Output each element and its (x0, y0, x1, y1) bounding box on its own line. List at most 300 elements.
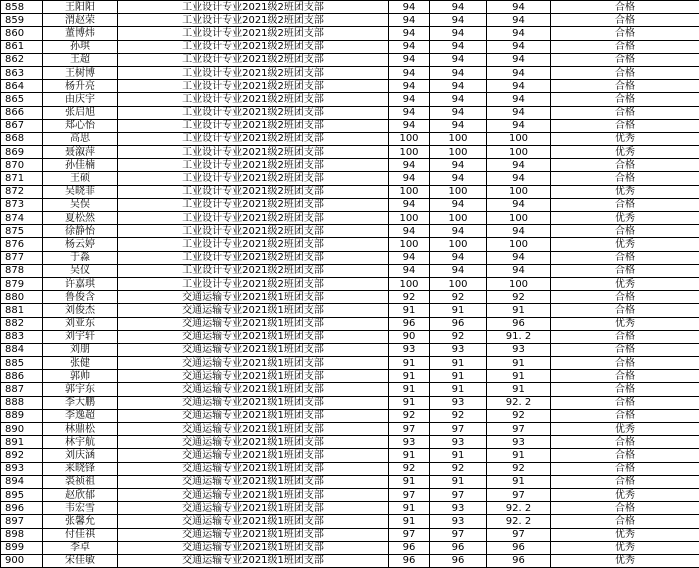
score-2: 92 (430, 462, 487, 475)
table-row (1, 159, 699, 172)
result: 合格 (551, 159, 699, 172)
branch-name: 工业设计专业2021级2班团支部 (118, 40, 389, 53)
row-number: 863 (1, 66, 43, 79)
score-total: 94 (487, 264, 551, 277)
score-total: 92. 2 (487, 396, 551, 409)
score-total: 91 (487, 475, 551, 488)
score-total: 100 (487, 238, 551, 251)
member-name: 孙琪 (43, 40, 118, 53)
row-number: 881 (1, 304, 43, 317)
result: 合格 (551, 291, 699, 304)
score-total: 94 (487, 159, 551, 172)
result: 优秀 (551, 146, 699, 159)
branch-name: 工业设计专业2021级2班团支部 (118, 225, 389, 238)
table-row (1, 27, 699, 40)
branch-name: 交通运输专业2021级1班团支部 (118, 462, 389, 475)
member-name: 王硕 (43, 172, 118, 185)
score-2: 93 (430, 502, 487, 515)
row-number: 868 (1, 132, 43, 145)
row-number: 889 (1, 409, 43, 422)
table-row (1, 93, 699, 106)
score-total: 93 (487, 343, 551, 356)
branch-name: 交通运输专业2021级1班团支部 (118, 528, 389, 541)
result: 合格 (551, 502, 699, 515)
row-number: 866 (1, 106, 43, 119)
row-number: 899 (1, 541, 43, 554)
result: 合格 (551, 119, 699, 132)
branch-name: 工业设计专业2021级2班团支部 (118, 1, 389, 14)
table-row (1, 264, 699, 277)
score-2: 94 (430, 93, 487, 106)
row-number: 877 (1, 251, 43, 264)
row-number: 860 (1, 27, 43, 40)
score-1: 94 (389, 119, 430, 132)
result: 优秀 (551, 541, 699, 554)
score-total: 97 (487, 488, 551, 501)
score-total: 91 (487, 370, 551, 383)
member-name: 郭帅 (43, 370, 118, 383)
row-number: 888 (1, 396, 43, 409)
score-1: 100 (389, 132, 430, 145)
table-row (1, 80, 699, 93)
member-name: 宋佳敏 (43, 554, 118, 567)
table-row (1, 251, 699, 264)
table-row (1, 291, 699, 304)
result: 优秀 (551, 212, 699, 225)
row-number: 890 (1, 423, 43, 436)
branch-name: 交通运输专业2021级1班团支部 (118, 436, 389, 449)
result: 合格 (551, 14, 699, 27)
result: 合格 (551, 515, 699, 528)
table-row (1, 40, 699, 53)
score-2: 94 (430, 1, 487, 14)
member-name: 刘宇轩 (43, 330, 118, 343)
score-2: 97 (430, 488, 487, 501)
table-row (1, 423, 699, 436)
member-name: 李逸超 (43, 409, 118, 422)
result: 优秀 (551, 238, 699, 251)
branch-name: 工业设计专业2021级2班团支部 (118, 277, 389, 290)
score-2: 91 (430, 383, 487, 396)
score-2: 91 (430, 449, 487, 462)
score-2: 91 (430, 370, 487, 383)
member-name: 高思 (43, 132, 118, 145)
row-number: 894 (1, 475, 43, 488)
row-number: 897 (1, 515, 43, 528)
table-row (1, 1, 699, 14)
score-1: 94 (389, 80, 430, 93)
score-total: 94 (487, 198, 551, 211)
result: 优秀 (551, 277, 699, 290)
member-name: 张馨允 (43, 515, 118, 528)
score-2: 92 (430, 409, 487, 422)
score-1: 94 (389, 225, 430, 238)
table-row (1, 515, 699, 528)
row-number: 862 (1, 53, 43, 66)
row-number: 872 (1, 185, 43, 198)
score-total: 91. 2 (487, 330, 551, 343)
branch-name: 工业设计专业2021级2班团支部 (118, 132, 389, 145)
score-total: 91 (487, 383, 551, 396)
table-row (1, 225, 699, 238)
member-name: 刘朋 (43, 343, 118, 356)
score-2: 92 (430, 291, 487, 304)
score-1: 94 (389, 53, 430, 66)
result: 合格 (551, 225, 699, 238)
table-row (1, 396, 699, 409)
score-1: 100 (389, 185, 430, 198)
score-2: 91 (430, 475, 487, 488)
result: 合格 (551, 1, 699, 14)
member-name: 于淼 (43, 251, 118, 264)
row-number: 898 (1, 528, 43, 541)
table-row (1, 212, 699, 225)
member-name: 徐静怡 (43, 225, 118, 238)
member-name: 聂溆萍 (43, 146, 118, 159)
result: 合格 (551, 53, 699, 66)
score-total: 94 (487, 66, 551, 79)
score-2: 100 (430, 212, 487, 225)
score-2: 94 (430, 251, 487, 264)
member-name: 吴仪 (43, 264, 118, 277)
score-1: 94 (389, 1, 430, 14)
table-row (1, 304, 699, 317)
score-total: 94 (487, 1, 551, 14)
branch-name: 工业设计专业2021级2班团支部 (118, 66, 389, 79)
member-name: 付佳祺 (43, 528, 118, 541)
score-total: 93 (487, 436, 551, 449)
row-number: 873 (1, 198, 43, 211)
row-number: 891 (1, 436, 43, 449)
row-number: 885 (1, 357, 43, 370)
score-total: 92. 2 (487, 515, 551, 528)
result: 合格 (551, 172, 699, 185)
score-total: 100 (487, 146, 551, 159)
result: 优秀 (551, 317, 699, 330)
member-name: 夏松然 (43, 212, 118, 225)
branch-name: 交通运输专业2021级1班团支部 (118, 343, 389, 356)
branch-name: 交通运输专业2021级1班团支部 (118, 449, 389, 462)
score-total: 96 (487, 541, 551, 554)
result: 合格 (551, 370, 699, 383)
score-1: 96 (389, 317, 430, 330)
table-row (1, 409, 699, 422)
score-1: 100 (389, 277, 430, 290)
table-row (1, 185, 699, 198)
branch-name: 工业设计专业2021级2班团支部 (118, 93, 389, 106)
score-2: 94 (430, 53, 487, 66)
branch-name: 工业设计专业2021级2班团支部 (118, 146, 389, 159)
score-2: 94 (430, 66, 487, 79)
row-number: 861 (1, 40, 43, 53)
score-2: 100 (430, 132, 487, 145)
score-1: 100 (389, 212, 430, 225)
row-number: 876 (1, 238, 43, 251)
score-total: 100 (487, 185, 551, 198)
score-total: 91 (487, 304, 551, 317)
member-name: 韦宏雪 (43, 502, 118, 515)
row-number: 875 (1, 225, 43, 238)
table-row (1, 383, 699, 396)
score-total: 94 (487, 251, 551, 264)
score-2: 91 (430, 304, 487, 317)
score-1: 91 (389, 383, 430, 396)
result: 合格 (551, 475, 699, 488)
branch-name: 交通运输专业2021级1班团支部 (118, 423, 389, 436)
score-total: 100 (487, 132, 551, 145)
table-row (1, 436, 699, 449)
table-row (1, 198, 699, 211)
score-1: 93 (389, 436, 430, 449)
row-number: 882 (1, 317, 43, 330)
member-name: 王超 (43, 53, 118, 66)
result: 合格 (551, 396, 699, 409)
member-name: 李卓 (43, 541, 118, 554)
score-2: 92 (430, 330, 487, 343)
score-2: 94 (430, 172, 487, 185)
row-number: 886 (1, 370, 43, 383)
result: 优秀 (551, 185, 699, 198)
score-total: 94 (487, 14, 551, 27)
branch-name: 交通运输专业2021级1班团支部 (118, 370, 389, 383)
member-name: 郭宇东 (43, 383, 118, 396)
result: 合格 (551, 27, 699, 40)
branch-name: 工业设计专业2021级2班团支部 (118, 80, 389, 93)
score-1: 100 (389, 146, 430, 159)
score-2: 97 (430, 423, 487, 436)
row-number: 895 (1, 488, 43, 501)
score-2: 96 (430, 541, 487, 554)
score-2: 93 (430, 515, 487, 528)
member-name: 张健 (43, 357, 118, 370)
row-number: 900 (1, 554, 43, 567)
row-number: 859 (1, 14, 43, 27)
result: 合格 (551, 436, 699, 449)
member-name: 张启旭 (43, 106, 118, 119)
score-1: 94 (389, 106, 430, 119)
score-1: 91 (389, 515, 430, 528)
score-total: 94 (487, 93, 551, 106)
score-2: 100 (430, 146, 487, 159)
member-name: 林鼎松 (43, 423, 118, 436)
score-1: 91 (389, 357, 430, 370)
member-name: 杨云婷 (43, 238, 118, 251)
score-2: 94 (430, 119, 487, 132)
score-2: 94 (430, 40, 487, 53)
table-row (1, 53, 699, 66)
branch-name: 工业设计专业2021级2班团支部 (118, 159, 389, 172)
table-row (1, 317, 699, 330)
score-total: 96 (487, 317, 551, 330)
score-1: 91 (389, 502, 430, 515)
member-name: 刘俊杰 (43, 304, 118, 317)
score-1: 93 (389, 343, 430, 356)
branch-name: 交通运输专业2021级1班团支部 (118, 304, 389, 317)
score-1: 91 (389, 475, 430, 488)
branch-name: 交通运输专业2021级1班团支部 (118, 317, 389, 330)
score-2: 94 (430, 80, 487, 93)
table-row (1, 528, 699, 541)
score-1: 91 (389, 396, 430, 409)
branch-name: 工业设计专业2021级2班团支部 (118, 53, 389, 66)
score-2: 91 (430, 357, 487, 370)
score-total: 94 (487, 225, 551, 238)
score-2: 94 (430, 225, 487, 238)
branch-name: 交通运输专业2021级1班团支部 (118, 357, 389, 370)
table-row (1, 554, 699, 567)
branch-name: 交通运输专业2021级1班团支部 (118, 291, 389, 304)
table-row (1, 132, 699, 145)
score-1: 97 (389, 488, 430, 501)
score-total: 97 (487, 423, 551, 436)
score-1: 94 (389, 198, 430, 211)
score-total: 94 (487, 27, 551, 40)
member-name: 林宇航 (43, 436, 118, 449)
branch-name: 工业设计专业2021级2班团支部 (118, 14, 389, 27)
member-name: 由庆宇 (43, 93, 118, 106)
result: 合格 (551, 462, 699, 475)
score-2: 96 (430, 317, 487, 330)
score-total: 92. 2 (487, 502, 551, 515)
score-2: 94 (430, 14, 487, 27)
branch-name: 工业设计专业2021级2班团支部 (118, 185, 389, 198)
row-number: 879 (1, 277, 43, 290)
row-number: 880 (1, 291, 43, 304)
score-total: 94 (487, 40, 551, 53)
result: 合格 (551, 106, 699, 119)
branch-name: 交通运输专业2021级1班团支部 (118, 383, 389, 396)
score-1: 97 (389, 423, 430, 436)
branch-name: 工业设计专业2021级2班团支部 (118, 212, 389, 225)
row-number: 874 (1, 212, 43, 225)
table-body (1, 1, 699, 568)
result: 优秀 (551, 488, 699, 501)
score-total: 97 (487, 528, 551, 541)
score-1: 94 (389, 66, 430, 79)
score-1: 91 (389, 449, 430, 462)
branch-name: 工业设计专业2021级2班团支部 (118, 198, 389, 211)
score-total: 91 (487, 357, 551, 370)
member-name: 裘祯祖 (43, 475, 118, 488)
score-2: 94 (430, 159, 487, 172)
result: 合格 (551, 198, 699, 211)
score-2: 93 (430, 396, 487, 409)
score-total: 94 (487, 80, 551, 93)
member-name: 许嘉琪 (43, 277, 118, 290)
row-number: 893 (1, 462, 43, 475)
member-name: 赵欣郁 (43, 488, 118, 501)
member-name: 王阳阳 (43, 1, 118, 14)
score-1: 96 (389, 541, 430, 554)
score-2: 93 (430, 343, 487, 356)
result: 优秀 (551, 132, 699, 145)
branch-name: 工业设计专业2021级2班团支部 (118, 106, 389, 119)
row-number: 869 (1, 146, 43, 159)
score-1: 94 (389, 159, 430, 172)
score-2: 94 (430, 198, 487, 211)
score-1: 92 (389, 462, 430, 475)
result: 合格 (551, 304, 699, 317)
score-total: 94 (487, 106, 551, 119)
result: 合格 (551, 383, 699, 396)
score-2: 94 (430, 106, 487, 119)
row-number: 878 (1, 264, 43, 277)
score-total: 94 (487, 119, 551, 132)
result: 优秀 (551, 423, 699, 436)
member-name: 孙佳楠 (43, 159, 118, 172)
score-1: 91 (389, 370, 430, 383)
member-name: 李大鹏 (43, 396, 118, 409)
score-2: 94 (430, 264, 487, 277)
score-1: 100 (389, 238, 430, 251)
score-2: 94 (430, 27, 487, 40)
result: 合格 (551, 409, 699, 422)
score-1: 94 (389, 93, 430, 106)
result: 合格 (551, 40, 699, 53)
member-name: 刘庆涵 (43, 449, 118, 462)
branch-name: 交通运输专业2021级1班团支部 (118, 541, 389, 554)
score-2: 100 (430, 277, 487, 290)
row-number: 892 (1, 449, 43, 462)
score-1: 94 (389, 251, 430, 264)
row-number: 867 (1, 119, 43, 132)
score-total: 96 (487, 554, 551, 567)
score-1: 94 (389, 40, 430, 53)
branch-name: 交通运输专业2021级1班团支部 (118, 330, 389, 343)
score-total: 91 (487, 449, 551, 462)
row-number: 864 (1, 80, 43, 93)
branch-name: 交通运输专业2021级1班团支部 (118, 515, 389, 528)
table-row (1, 370, 699, 383)
branch-name: 工业设计专业2021级2班团支部 (118, 251, 389, 264)
result: 合格 (551, 330, 699, 343)
score-1: 94 (389, 14, 430, 27)
branch-name: 交通运输专业2021级1班团支部 (118, 475, 389, 488)
score-total: 92 (487, 409, 551, 422)
score-2: 97 (430, 528, 487, 541)
score-1: 92 (389, 409, 430, 422)
result: 合格 (551, 66, 699, 79)
member-name: 鲁俊含 (43, 291, 118, 304)
branch-name: 工业设计专业2021级2班团支部 (118, 238, 389, 251)
member-name: 董博炜 (43, 27, 118, 40)
table-row (1, 488, 699, 501)
score-1: 92 (389, 291, 430, 304)
score-1: 91 (389, 304, 430, 317)
table-row (1, 172, 699, 185)
score-1: 94 (389, 172, 430, 185)
branch-name: 工业设计专业2021级2班团支部 (118, 119, 389, 132)
score-2: 100 (430, 238, 487, 251)
score-1: 90 (389, 330, 430, 343)
branch-name: 交通运输专业2021级1班团支部 (118, 488, 389, 501)
table-row (1, 14, 699, 27)
table-row (1, 502, 699, 515)
result: 合格 (551, 343, 699, 356)
score-1: 94 (389, 264, 430, 277)
branch-name: 交通运输专业2021级1班团支部 (118, 409, 389, 422)
table-row (1, 541, 699, 554)
row-number: 896 (1, 502, 43, 515)
branch-name: 交通运输专业2021级1班团支部 (118, 554, 389, 567)
result: 合格 (551, 80, 699, 93)
table-row (1, 146, 699, 159)
score-total: 92 (487, 291, 551, 304)
branch-name: 工业设计专业2021级2班团支部 (118, 27, 389, 40)
row-number: 870 (1, 159, 43, 172)
score-total: 100 (487, 277, 551, 290)
row-number: 884 (1, 343, 43, 356)
